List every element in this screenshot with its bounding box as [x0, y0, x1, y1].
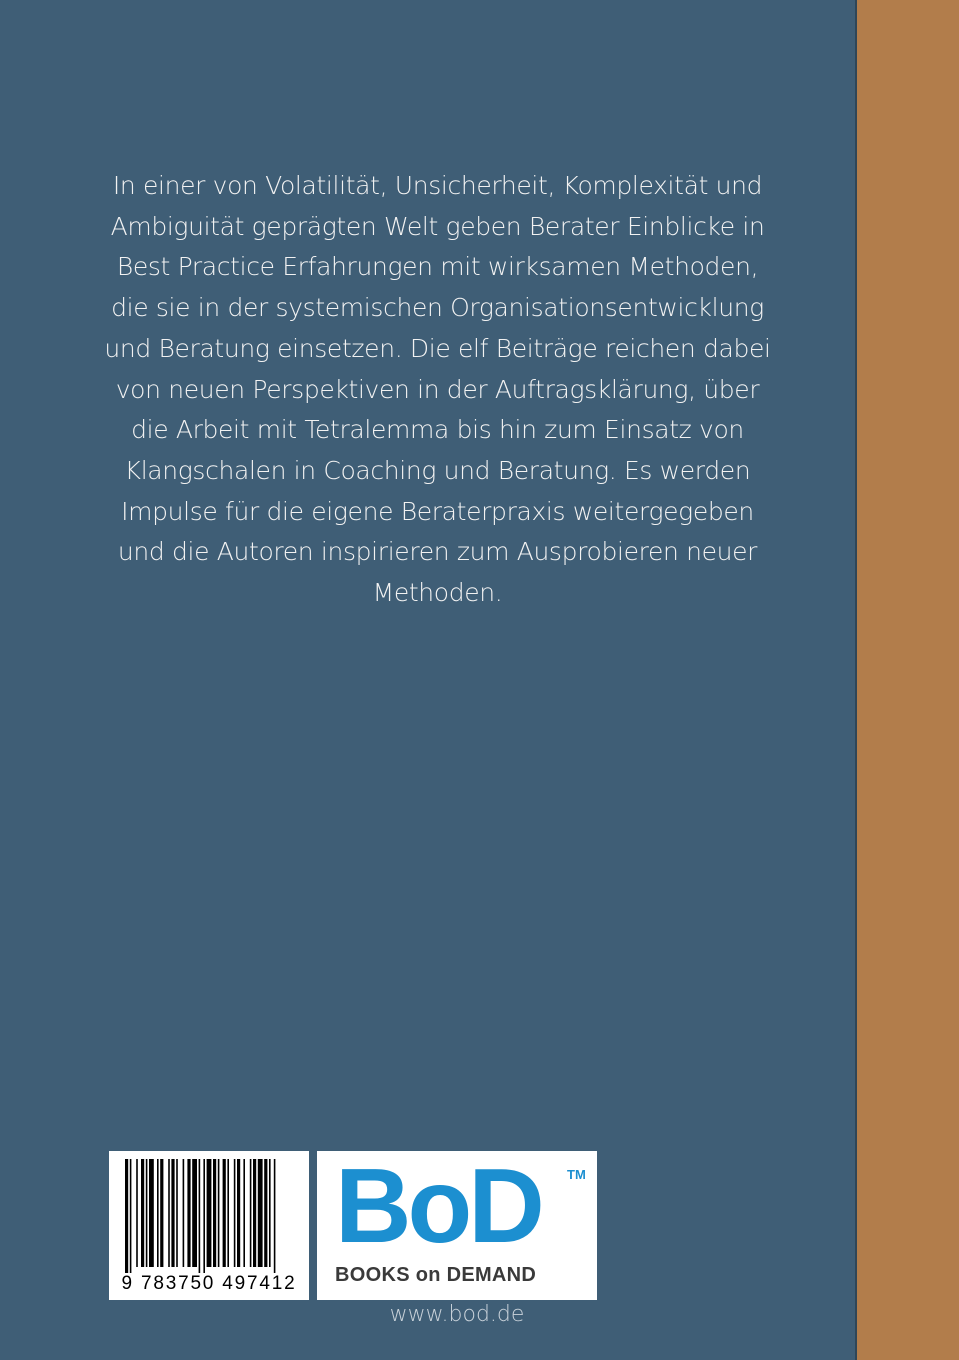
barcode-bar — [168, 1159, 170, 1267]
publisher-url: www.bod.de — [389, 1302, 525, 1327]
blurb-line: Impulse für die eigene Beraterpraxis weitergegeben — [121, 496, 754, 526]
barcode-bar — [192, 1159, 197, 1267]
publisher-tagline: BOOKS on DEMAND — [335, 1264, 537, 1286]
barcode-bar — [237, 1159, 240, 1267]
barcode-bar — [258, 1159, 263, 1267]
barcode-bar — [157, 1159, 159, 1267]
barcode-bar — [264, 1159, 267, 1267]
barcode-bar — [253, 1159, 256, 1267]
blurb-line: und die Autoren inspirieren zum Ausprobieren neuer — [117, 537, 758, 567]
isbn-number: 9 783750 497412 — [121, 1273, 297, 1294]
barcode-bar — [213, 1159, 216, 1267]
barcode-bar — [250, 1159, 252, 1267]
blurb-line: und Beratung einsetzen. Die elf Beiträge reichen dabei — [104, 333, 771, 363]
barcode-bar — [149, 1159, 154, 1267]
barcode-bar — [183, 1159, 185, 1267]
barcode-bar — [136, 1159, 138, 1267]
barcode-bar — [199, 1159, 201, 1273]
barcode-bar — [218, 1159, 220, 1267]
barcode-bars — [109, 1151, 309, 1276]
blurb-line: Methoden. — [372, 578, 503, 608]
blurb-line: die Arbeit mit Tetralemma bis hin zum Einsatz von — [131, 415, 744, 445]
barcode-bar — [227, 1159, 229, 1267]
bod-logo-text: BoD — [335, 1147, 541, 1265]
blurb-line: Best Practice Erfahrungen mit wirksamen Methoden, — [116, 252, 759, 282]
barcode-bar — [171, 1159, 174, 1267]
barcode-bar — [234, 1159, 236, 1267]
barcode-bar — [207, 1159, 212, 1267]
blurb-text — [60, 166, 815, 614]
barcode-bar — [130, 1159, 132, 1273]
isbn-barcode — [109, 1151, 309, 1300]
blurb-line: In einer von Volatilität, Unsicherheit, Komplexität und — [112, 171, 763, 200]
barcode-bar — [269, 1159, 271, 1267]
barcode-bar — [203, 1159, 205, 1273]
barcode-bar — [176, 1159, 178, 1267]
barcode-bar — [274, 1159, 276, 1273]
barcode-bar — [160, 1159, 163, 1267]
barcode-bar — [146, 1159, 148, 1267]
barcode-bar — [243, 1159, 245, 1267]
blurb-line: Ambiguität geprägten Welt geben Berater Einblicke in — [110, 211, 765, 241]
blurb-line: von neuen Perspektiven in der Auftragsklärung, über — [115, 374, 760, 404]
barcode-bar — [187, 1159, 190, 1267]
barcode-bar — [223, 1159, 226, 1267]
trademark-symbol: TM — [567, 1167, 586, 1182]
book-spine — [855, 0, 959, 1360]
blurb-line: Klangschalen in Coaching und Beratung. Es werden — [124, 455, 751, 485]
barcode-bar — [125, 1159, 128, 1273]
barcode-bar — [141, 1159, 144, 1267]
publisher-logo — [317, 1147, 597, 1300]
blurb-line: die sie in der systemischen Organisationsentwicklung — [111, 293, 764, 323]
